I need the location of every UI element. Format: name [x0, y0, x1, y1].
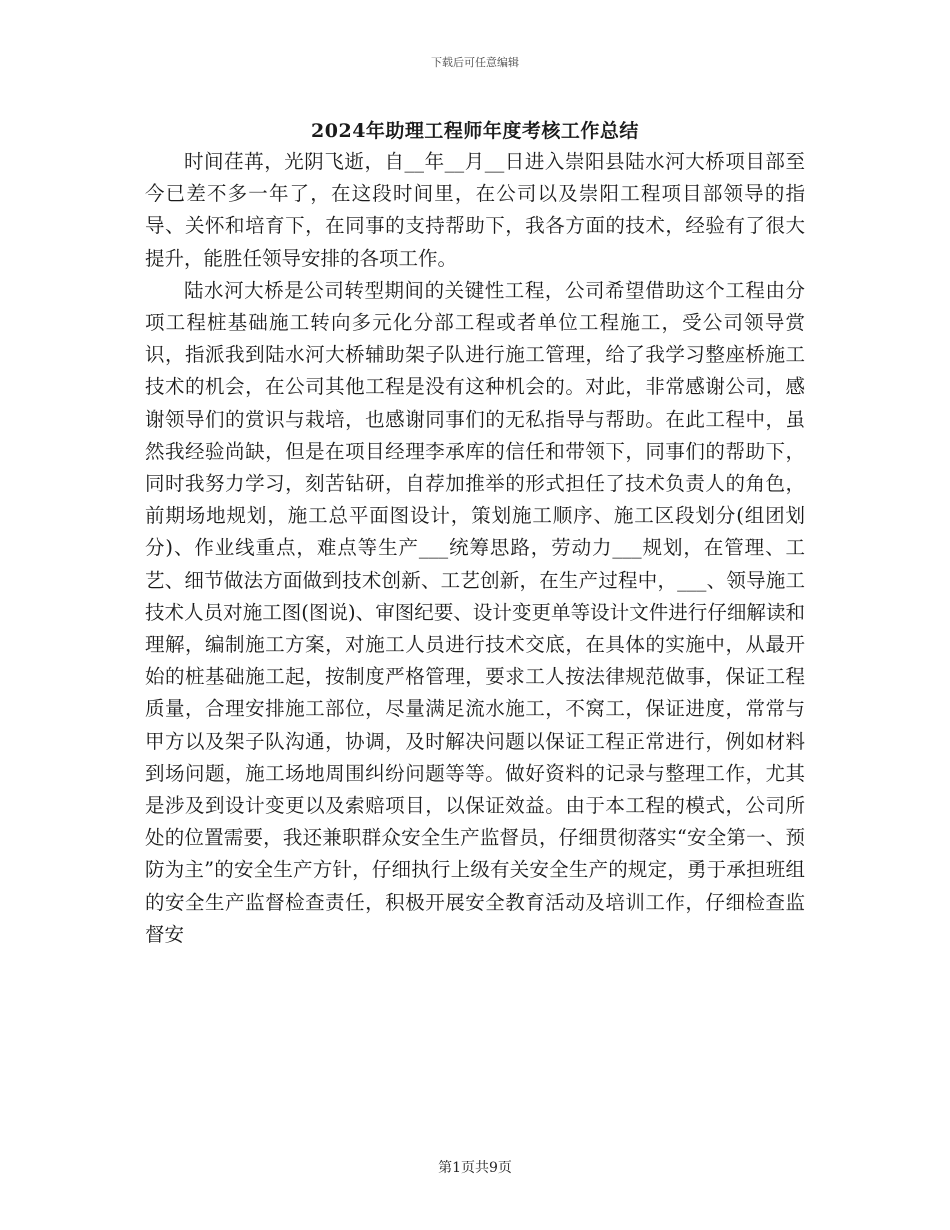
- document-body: [145, 146, 805, 951]
- paragraph-2: 陆水河大桥是公司转型期间的关键性工程，公司希望借助这个工程由分项工程桩基础施工转向多元化分部工程或者单位工程施工，受公司领导赏识，指派我到陆水河大桥辅助架子队进行施工管理，给了我学习整座桥施工技术的机会，在公司其他工程是没有这种机会的。对此，非常感谢公司，感谢领导们的赏识与栽培，也感谢同事们的无私指导与帮助。在此工程中，虽然我经验尚缺，但是在项目经理李承库的信任和带领下，同事们的帮助下，同时我努力学习，刻苦钻研，自荐加推举的形式担任了技术负责人的角色，前期场地规划，施工总平面图设计，策划施工顺序、施工区段划分(组团划分)、作业线重点，难点等生产___统筹思路，劳动力___规划，在管理、工艺、细节做法方面做到技术创新、工艺创新，在生产过程中，___、领导施工技术人员对施工图(图说)、审图纪要、设计变更单等设计文件进行仔细解读和理解，编制施工方案，对施工人员进行技术交底，在具体的实施中，从最开始的桩基础施工起，按制度严格管理，要求工人按法律规范做事，保证工程质量，合理安排施工部位，尽量满足流水施工，不窝工，保证进度，常常与甲方以及架子队沟通，协调，及时解决问题以保证工程正常进行，例如材料到场问题，施工场地周围纠纷问题等等。做好资料的记录与整理工作，尤其是涉及到设计变更以及索赔项目，以保证效益。由于本工程的模式，公司所处的位置需要，我还兼职群众安全生产监督员，仔细贯彻落实“安全第一、预防为主”的安全生产方针，仔细执行上级有关安全生产的规定，勇于承担班组的安全生产监督检查责任，积极开展安全教育活动及培训工作，仔细检查监督安: [145, 278, 805, 946]
- paragraph-1: 时间荏苒，光阴飞逝，自__年__月__日进入崇阳县陆水河大桥项目部至今已差不多一年了，在这段时间里，在公司以及崇阳工程项目部领导的指导、关怀和培育下，在同事的支持帮助下，我各方面的技术，经验有了很大提升，能胜任领导安排的各项工作。: [145, 150, 805, 270]
- page-number: 第1页共9页: [438, 1160, 512, 1176]
- page-header-note: 下载后可任意编辑: [431, 56, 519, 69]
- document-title: 2024年助理工程师年度考核工作总结: [311, 120, 639, 142]
